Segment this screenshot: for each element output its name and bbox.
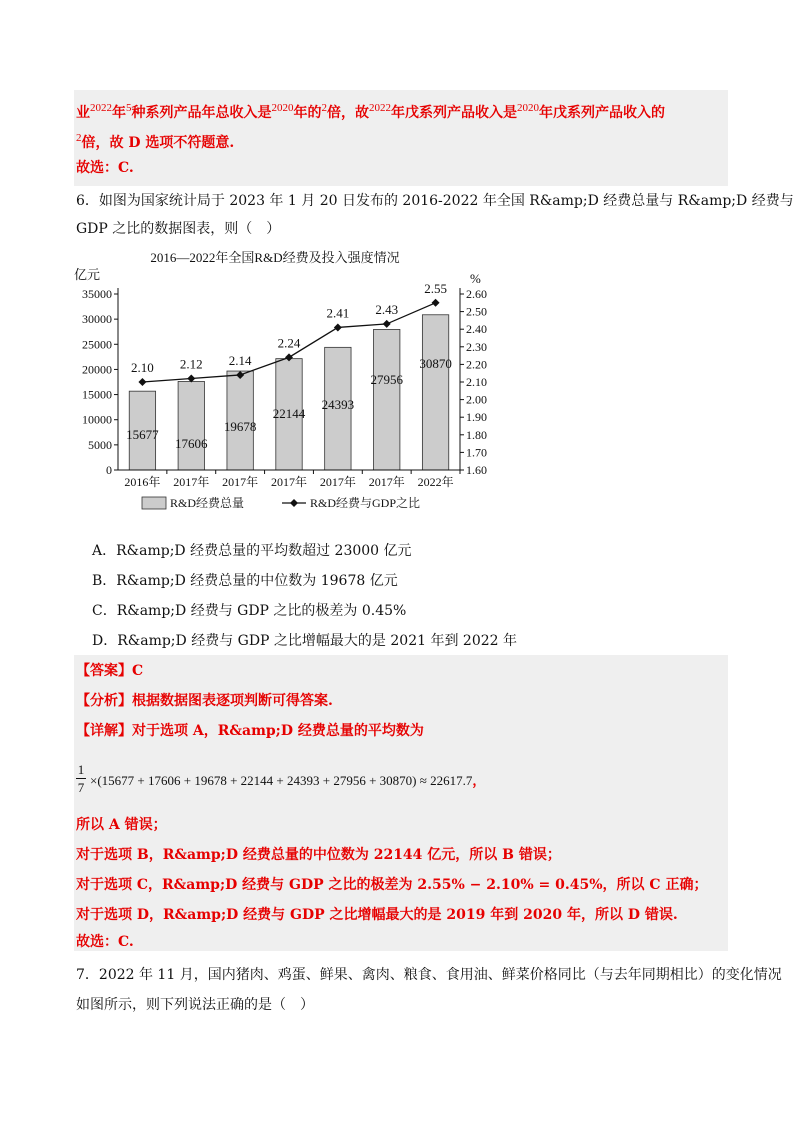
- legend-bar-swatch: [142, 497, 166, 509]
- right-tick-label: 2.40: [466, 322, 487, 337]
- ratio-value-label: 2.41: [326, 305, 350, 321]
- ratio-value-label: 2.14: [228, 352, 252, 368]
- q7-stem-line-1: 7．2022 年 11 月，国内猪肉、鸡蛋、鲜果、禽肉、粮食、食用油、鲜菜价格同比（与去年同期相比）的变化情况: [76, 967, 782, 983]
- bar-value-label: 22144: [272, 406, 306, 421]
- q6-detail-line-a: 所以 A 错误；: [76, 817, 167, 833]
- legend-bar-label: R&D经费总量: [170, 496, 245, 510]
- right-tick-label: 1.90: [466, 410, 487, 425]
- bar-value-label: 15677: [126, 427, 159, 442]
- ratio-value-label: 2.55: [424, 280, 447, 296]
- q6-option-b: B．R&amp;D 经费总量的中位数为 19678 亿元: [92, 573, 398, 589]
- q7-stem-line-2: 如图所示，则下列说法正确的是（ ）: [76, 997, 314, 1013]
- q6-detail: 【详解】对于选项 A，R&amp;D 经费总量的平均数为: [76, 723, 424, 739]
- right-tick-label: 1.60: [466, 463, 487, 477]
- chart-title: 2016—2022年全国R&D经费及投入强度情况: [150, 250, 400, 265]
- left-tick-label: 20000: [82, 362, 112, 377]
- legend-line-marker: [290, 499, 298, 507]
- bar: [178, 381, 204, 470]
- formula-denominator: 7: [77, 780, 85, 795]
- bar-value-label: 17606: [175, 436, 208, 451]
- ratio-point: [334, 323, 342, 331]
- q6-detail-line-b: 对于选项 B，R&amp;D 经费总量的中位数为 22144 亿元，所以 B 错误；: [76, 847, 561, 863]
- bar-value-label: 27956: [370, 372, 403, 387]
- ratio-point: [383, 320, 391, 328]
- left-tick-label: 0: [106, 463, 112, 477]
- prev-line-2: $^2$倍，故 D 选项不符题意.: [76, 132, 235, 151]
- category-label: 2017年: [173, 475, 210, 489]
- bar: [374, 329, 400, 470]
- left-tick-label: 10000: [82, 412, 112, 427]
- right-tick-label: 2.60: [466, 287, 487, 301]
- bar: [422, 315, 448, 470]
- right-tick-label: 2.30: [466, 339, 487, 354]
- legend-line-label: R&D经费与GDP之比: [310, 496, 421, 510]
- left-tick-label: 35000: [82, 287, 112, 301]
- category-label: 2022年: [417, 475, 454, 489]
- left-tick-label: 15000: [82, 387, 112, 402]
- bar-value-label: 24393: [321, 397, 355, 412]
- right-tick-label: 2.50: [466, 304, 487, 319]
- q6-option-c: C．R&amp;D 经费与 GDP 之比的极差为 0.45%: [92, 603, 407, 619]
- formula-expression: ×(15677 + 17606 + 19678 + 22144 + 24393 + 27956 + 30870) ≈ 22617.7，: [90, 773, 486, 788]
- q6-detail-line-c: 对于选项 C，R&amp;D 经费与 GDP 之比的极差为 2.55% − 2.10% = 0.45%，所以 C 正确；: [76, 877, 708, 893]
- right-tick-label: 2.00: [466, 392, 487, 407]
- right-tick-label: 1.70: [466, 445, 487, 460]
- right-tick-label: 1.80: [466, 427, 487, 442]
- q6-option-a: A．R&amp;D 经费总量的平均数超过 23000 亿元: [92, 543, 412, 559]
- ratio-value-label: 2.10: [131, 360, 154, 375]
- category-label: 2017年: [222, 475, 259, 489]
- formula-numerator: 1: [77, 762, 85, 777]
- q6-detail-line-d: 对于选项 D，R&amp;D 经费与 GDP 之比增幅最大的是 2019 年到 2020 年，所以 D 错误.: [76, 907, 678, 923]
- prev-conclusion: 故选：C.: [76, 160, 134, 176]
- right-axis-unit: %: [470, 271, 481, 286]
- q6-option-d: D．R&amp;D 经费与 GDP 之比增幅最大的是 2021 年到 2022 年: [92, 633, 517, 649]
- chart-legend: [142, 495, 420, 510]
- left-axis-unit: 亿元: [74, 267, 101, 282]
- q6-analysis: 【分析】根据数据图表逐项判断可得答案.: [76, 693, 333, 709]
- q6-stem-line-2: GDP 之比的数据图表，则（ ）: [76, 221, 281, 237]
- ratio-value-label: 2.24: [277, 335, 301, 351]
- right-tick-label: 2.20: [466, 357, 487, 372]
- ratio-point: [138, 378, 146, 386]
- category-label: 2017年: [270, 475, 308, 489]
- q6-conclusion: 故选：C.: [76, 934, 134, 950]
- fraction-bar: [76, 778, 86, 779]
- left-tick-label: 30000: [82, 312, 112, 327]
- ratio-value-label: 2.12: [179, 356, 203, 372]
- prev-line-1: 业$^{2022}$年$^5$种系列产品年总收入是$^{2020}$年的$^2$倍，故$^{2022}$年戊系列产品收入是$^{2020}$年戊系列产品收入的: [76, 102, 665, 121]
- q6-stem-line-1: 6．如图为国家统计局于 2023 年 1 月 20 日发布的 2016-2022 年全国 R&amp;D 经费总量与 R&amp;D 经费与: [76, 193, 794, 209]
- left-tick-label: 5000: [88, 437, 112, 452]
- rd-chart: [60, 248, 487, 516]
- q6-answer: 【答案】C: [76, 663, 144, 679]
- category-label: 2017年: [319, 475, 356, 489]
- category-label: 2017年: [368, 475, 405, 489]
- category-label: 2016年: [124, 475, 161, 489]
- ratio-value-label: 2.43: [375, 301, 399, 317]
- bar-value-label: 30870: [419, 356, 452, 371]
- bar-value-label: 19678: [223, 419, 257, 434]
- right-tick-label: 2.10: [466, 375, 487, 389]
- ratio-point: [432, 299, 440, 307]
- left-tick-label: 25000: [82, 337, 112, 352]
